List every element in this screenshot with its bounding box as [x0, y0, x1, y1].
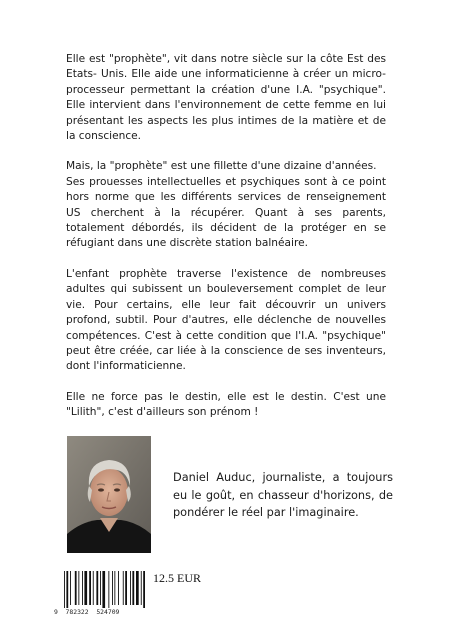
barcode-digits: 9 782322 524709: [54, 608, 120, 616]
blurb-text: [66, 52, 386, 436]
price: 12.5 EUR: [153, 571, 201, 585]
blurb-paragraph-1: Elle est "prophète", vit dans notre siècle sur la côte Est des Etats- Unis. Elle aide une informaticienne à créer un micro-processeur permettant la création d'une I.A. "psychique". Elle intervient dans l'environnement de cette femme en lui présentant les aspects les plus intimes de la matière et de la conscience.: [66, 53, 386, 143]
barcode-bars: [54, 571, 146, 609]
blurb-paragraph-4: Elle ne force pas le destin, elle est le destin. C'est une "Lilith", c'est d'ailleurs son prénom !: [66, 390, 386, 419]
author-bio: Daniel Auduc, journaliste, a toujours eu le goût, en chasseur d'horizons, de pondérer le réel par l'imaginaire.: [173, 471, 393, 520]
blurb-paragraph-2b: Ses prouesses intellectuelles et psychiques sont à ce point hors norme que les différents services de renseignement US cherchent à la récupérer. Quant à ses parents, totalement débordés, ils décident de la protéger en se réfugiant dans une discrète station balnéaire.: [66, 175, 386, 250]
blurb-paragraph-2a: Mais, la "prophète" est une fillette d'une dizaine d'années.: [66, 160, 377, 173]
author-photo: [67, 436, 151, 553]
blurb-paragraph-3: L'enfant prophète traverse l'existence de nombreuses adultes qui subissent un bouleversement complet de leur vie. Pour certains, elle leur fait découvrir un univers profond, subtil. Pour d'autres, elle déclenche de nouvelles compétences. C'est à cette condition que l'I.A. "psychique" peut être créée, car liée à la conscience de ses inventeurs, dont l'informaticienne.: [66, 267, 386, 373]
